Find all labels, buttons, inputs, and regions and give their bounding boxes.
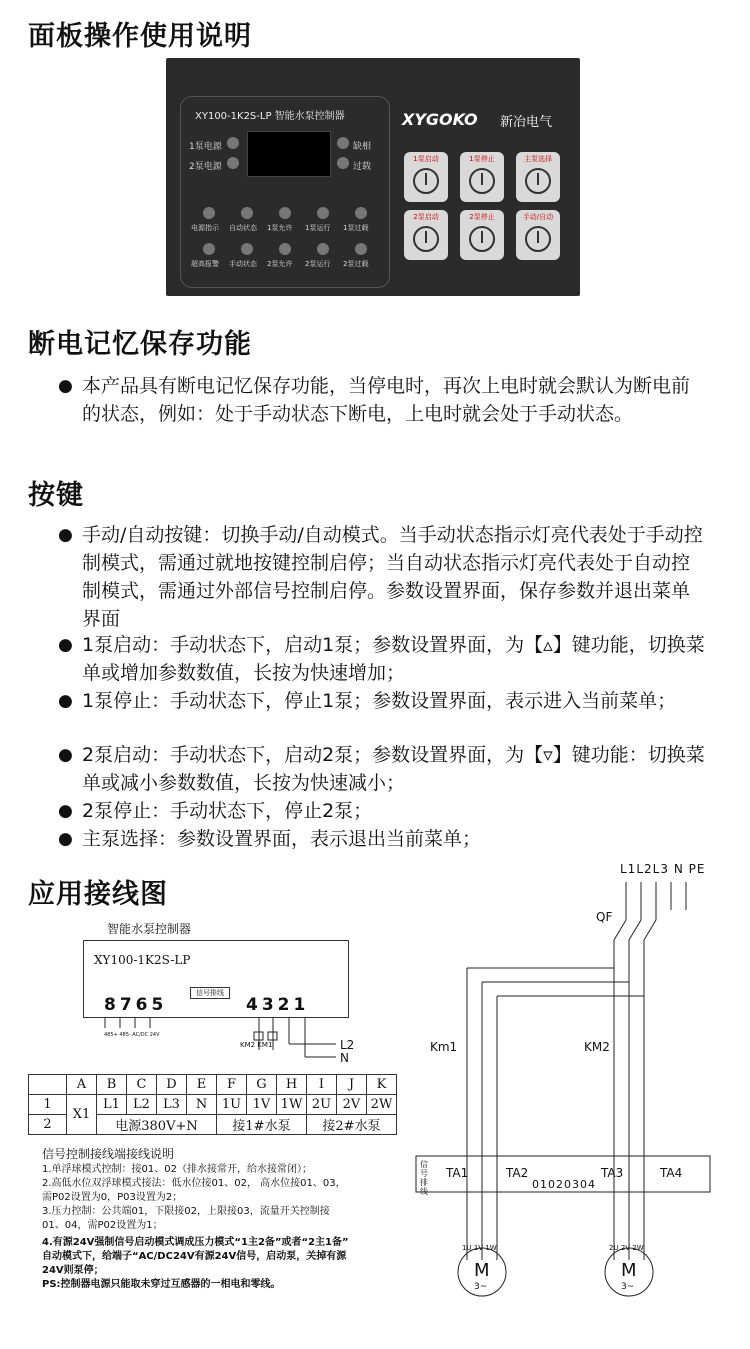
note-line: 2.高低水位双浮球模式接法：低水位接01、02， 高水位接01、03， <box>42 1178 346 1189</box>
note-bold-line: 24V则泵停； <box>42 1265 104 1276</box>
status-led-label: 2泵运行 <box>305 260 331 268</box>
phase-loss-label: 缺相 <box>353 142 372 152</box>
motor1-symbol: M <box>474 1260 490 1281</box>
right-terminals: 4321 <box>246 995 310 1015</box>
panel-section-title: 面板操作使用说明 <box>28 21 252 52</box>
panel-button-label: 主泵选择 <box>524 155 552 163</box>
ta3-label: TA3 <box>601 1166 624 1180</box>
motor1-phase: 3~ <box>474 1282 488 1292</box>
notes-title: 信号控制接线端接线说明 <box>42 1147 175 1161</box>
key-item: ● 主泵选择：参数设置界面，表示退出当前菜单； <box>58 825 708 853</box>
status-led-label: 2泵过载 <box>343 260 369 268</box>
panel-button-label: 2泵启动 <box>413 213 439 221</box>
status-led-label: 1泵运行 <box>305 224 331 232</box>
controller-label: 智能水泵控制器 <box>107 922 192 936</box>
ta1-label: TA1 <box>446 1166 469 1180</box>
status-led-label: 2泵允许 <box>267 260 293 268</box>
status-led-label: 1泵过载 <box>343 224 369 232</box>
bar-label: 信号排线 <box>420 1160 428 1196</box>
note-line: 3.压力控制：公共端01，下限接02，上限接03，流量开关控制接 <box>42 1206 330 1217</box>
note-line: 01、04，需P02设置为1； <box>42 1220 163 1231</box>
motor2-phase: 3~ <box>621 1282 635 1292</box>
panel-model: XY100-1K2S-LP 智能水泵控制器 <box>195 111 345 122</box>
km1-label: Km1 <box>430 1040 458 1054</box>
left-terminals: 8765 <box>104 995 168 1015</box>
terminal-note: 485+ 485- AC/DC 24V <box>104 1032 160 1038</box>
key-item: ● 1泵停止：手动状态下，停止1泵；参数设置界面，表示进入当前菜单； <box>58 687 708 715</box>
panel-button-label: 2泵停止 <box>469 213 495 221</box>
brand-cn: 新冶电气 <box>500 115 553 130</box>
qf-label: QF <box>596 910 613 924</box>
panel-button-label: 1泵停止 <box>469 155 495 163</box>
overload-label: 过载 <box>353 162 372 172</box>
status-led-label: 自动状态 <box>229 224 257 232</box>
status-led-label: 电源指示 <box>191 224 219 232</box>
ta4-label: TA4 <box>660 1166 683 1180</box>
key-item: ● 2泵启动：手动状态下，启动2泵；参数设置界面，为【▿】键功能：切换菜单或减小参数数值，长按为快速减小； <box>58 741 708 797</box>
note-line: 需P02设置为0，P03设置为2； <box>42 1192 183 1203</box>
pump1-power-label: 1泵电源 <box>189 142 222 152</box>
motor1-terms: 1U 1V 1W <box>462 1244 497 1252</box>
status-led-label: 1泵允许 <box>267 224 293 232</box>
motor2-terms: 2U 2V 2W <box>609 1244 644 1252</box>
l2-label: L2 <box>340 1038 355 1052</box>
km-labels: KM2 KM1 <box>240 1041 273 1049</box>
ta2-label: TA2 <box>506 1166 529 1180</box>
wiring-section-title: 应用接线图 <box>28 879 168 910</box>
note-bold-line: PS:控制器电源只能取未穿过互感器的一相电和零线。 <box>42 1279 281 1290</box>
panel-button-label: 手动/自动 <box>522 213 554 221</box>
status-led-label: 手动状态 <box>229 260 257 268</box>
brand-logo: XYGOKO <box>402 110 478 129</box>
pump2-power-label: 2泵电源 <box>189 162 222 172</box>
keys-section-title: 按键 <box>28 480 84 511</box>
key-item: ● 2泵停止：手动状态下，停止2泵； <box>58 797 708 825</box>
controller-model: XY100-1K2S-LP <box>94 953 191 967</box>
signal-port: 信号排线 <box>190 987 230 999</box>
note-line: 1.单浮球模式控制：接01、02（排水接常开，给水接常闭）； <box>42 1164 312 1175</box>
km2-label: KM2 <box>584 1040 610 1054</box>
supply-labels: L1L2L3 N PE <box>620 862 706 876</box>
motor2-symbol: M <box>621 1260 637 1281</box>
terminal-table: A B C D E F G H I J K 1 X1 L1 L2 L3 N 1U 1V 1W 2U 2V 2W 2 电源380V+N 接1#水泵 接2#水泵 <box>28 1074 397 1135</box>
ta-terminals: 01020304 <box>532 1178 596 1191</box>
memory-section-title: 断电记忆保存功能 <box>28 329 252 360</box>
n-label: N <box>340 1051 349 1065</box>
key-item: ● 手动/自动按键：切换手动/自动模式。当手动状态指示灯亮代表处于手动控制模式，需通过就地按键控制启停；当自动状态指示灯亮代表处于自动控制模式，需通过外部信号控制启停。参数设置界面，保存参数并退出菜单界面 <box>58 521 708 633</box>
note-bold-line: 4.有源24V强制信号启动模式调成压力模式“1主2备”或者“2主1备” <box>42 1237 349 1248</box>
note-bold-line: 自动模式下，给端子“AC/DC24V有源24V信号，启动泵，关掉有源 <box>42 1251 347 1262</box>
key-item: ● 1泵启动：手动状态下，启动1泵；参数设置界面，为【▵】键功能，切换菜单或增加参数数值，长按为快速增加； <box>58 631 708 687</box>
memory-text: ● 本产品具有断电记忆保存功能，当停电时，再次上电时就会默认为断电前的状态，例如：处于手动状态下断电，上电时就会处于手动状态。 <box>58 372 698 428</box>
status-led-label: 超高报警 <box>191 260 219 268</box>
panel-button-label: 1泵启动 <box>413 155 439 163</box>
